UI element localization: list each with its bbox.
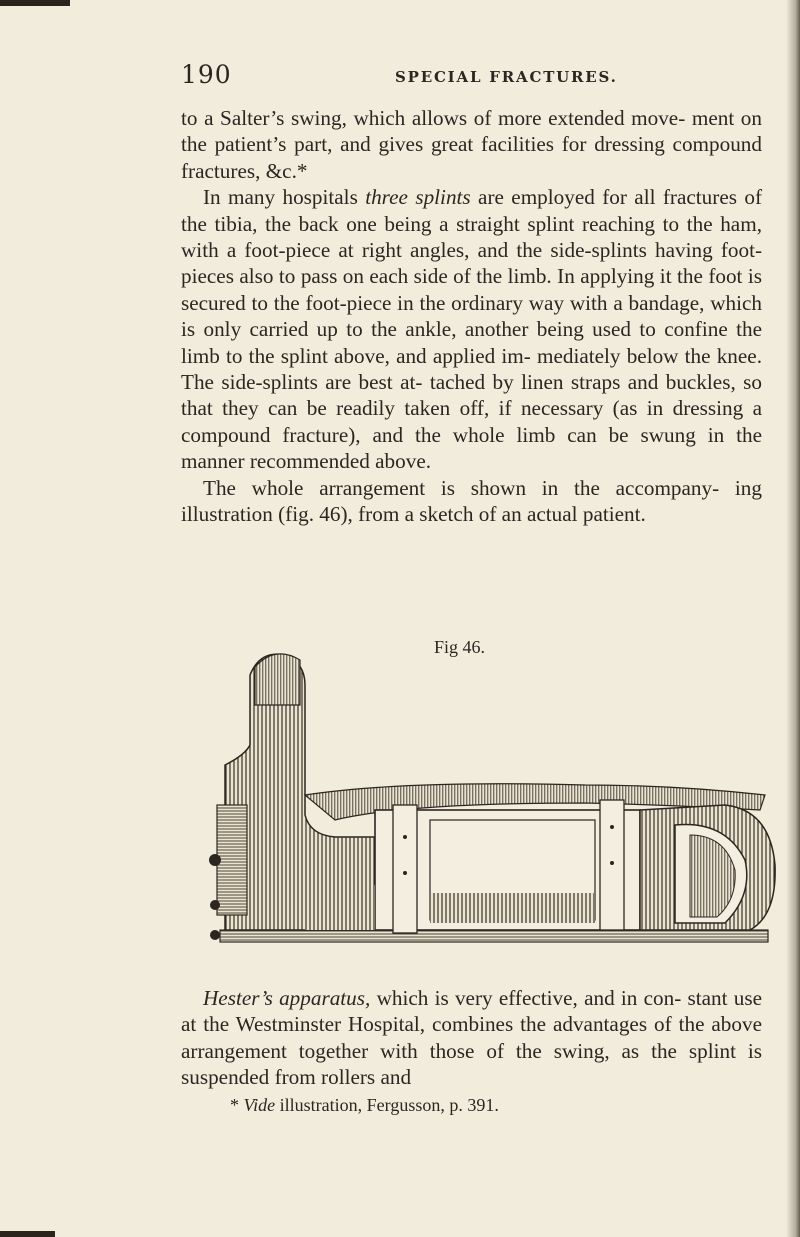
text-line: each side of the limb. In applying it the foot is secured [181, 264, 763, 315]
italic-term: three splints [365, 185, 471, 210]
strap-hole [610, 825, 614, 829]
paragraph [181, 184, 762, 474]
splint-apparatus-illustration [205, 645, 790, 970]
footnote-text: illustration, Fergusson, p. 391. [275, 1095, 499, 1115]
text-line: and the side-splints having foot-pieces also to pass on [181, 238, 763, 289]
buckle [210, 930, 220, 940]
paragraph [181, 475, 762, 528]
text-line: fractures of the tibia, the back one being a straight splint [181, 185, 763, 236]
paragraph [181, 105, 762, 184]
text-line: patient. [582, 502, 646, 527]
text-line: The whole arrangement is shown in the accompany- [203, 475, 720, 500]
leg-hatching [305, 885, 375, 930]
italic-term: Hester’s apparatus, [203, 986, 371, 1010]
leg-hatching [430, 893, 595, 923]
base-board [220, 930, 768, 942]
text-line: to the foot-piece in the ordinary way with a bandage, [251, 290, 705, 315]
side-strap [217, 805, 247, 915]
knee-cap [255, 654, 300, 705]
text-line: dressing compound fractures, &c.* [181, 132, 762, 183]
text-line: readily taken off, if necessary (as in dressing a compound [181, 396, 763, 447]
text-line: ment on the patient’s part, and gives great facilities for [181, 106, 762, 157]
text-line: to a Salter’s swing, which allows of more extended move- [181, 106, 686, 130]
running-head: SPECIAL FRACTURES. [395, 68, 618, 86]
text-line: advantages of the above arrangement together with those [181, 1012, 762, 1063]
text-line: ing illustration (fig. 46), from a sketch of an actual [181, 475, 762, 527]
page-edge-shadow [786, 0, 800, 1237]
body-text [181, 105, 762, 528]
page-corner-mark [0, 0, 70, 6]
text-line: mediately below the knee. The side-splints are best at- [181, 343, 763, 395]
text-line: reaching to the ham, with a foot-piece at right angles, [181, 211, 762, 263]
body-text [181, 985, 762, 1091]
text-line: tached by linen straps and buckles, so that they can be [181, 370, 762, 421]
strap [393, 805, 417, 933]
buckle [209, 854, 221, 866]
page-corner-mark [0, 1231, 55, 1237]
paragraph [181, 985, 762, 1091]
strap-hole [403, 835, 407, 839]
page-number: 190 [181, 60, 232, 89]
footnote-italic: Vide [243, 1095, 276, 1115]
figure-caption: Fig 46. [434, 637, 486, 657]
text-line: which is very effective, and in con- [370, 986, 682, 1010]
text-line: In many hospitals three splints are employed for all [203, 185, 656, 210]
buckle [210, 900, 220, 910]
text-line: recommended above. [249, 449, 432, 474]
footnote-marker: * [230, 1095, 239, 1115]
text-line: stant use at the Westminster Hospital, combines the [181, 986, 763, 1037]
text-line: fracture), and the whole limb can be swung in the manner [181, 422, 763, 474]
footnote [230, 1095, 499, 1116]
text-line: of the swing, as the splint is suspended from rollers and [181, 1038, 763, 1090]
text-line: which is only carried up to the ankle, another being used [181, 290, 763, 342]
strap-hole [610, 861, 614, 865]
text-line: to confine the limb to the splint above, and applied im- [181, 317, 762, 368]
strap-hole [403, 871, 407, 875]
